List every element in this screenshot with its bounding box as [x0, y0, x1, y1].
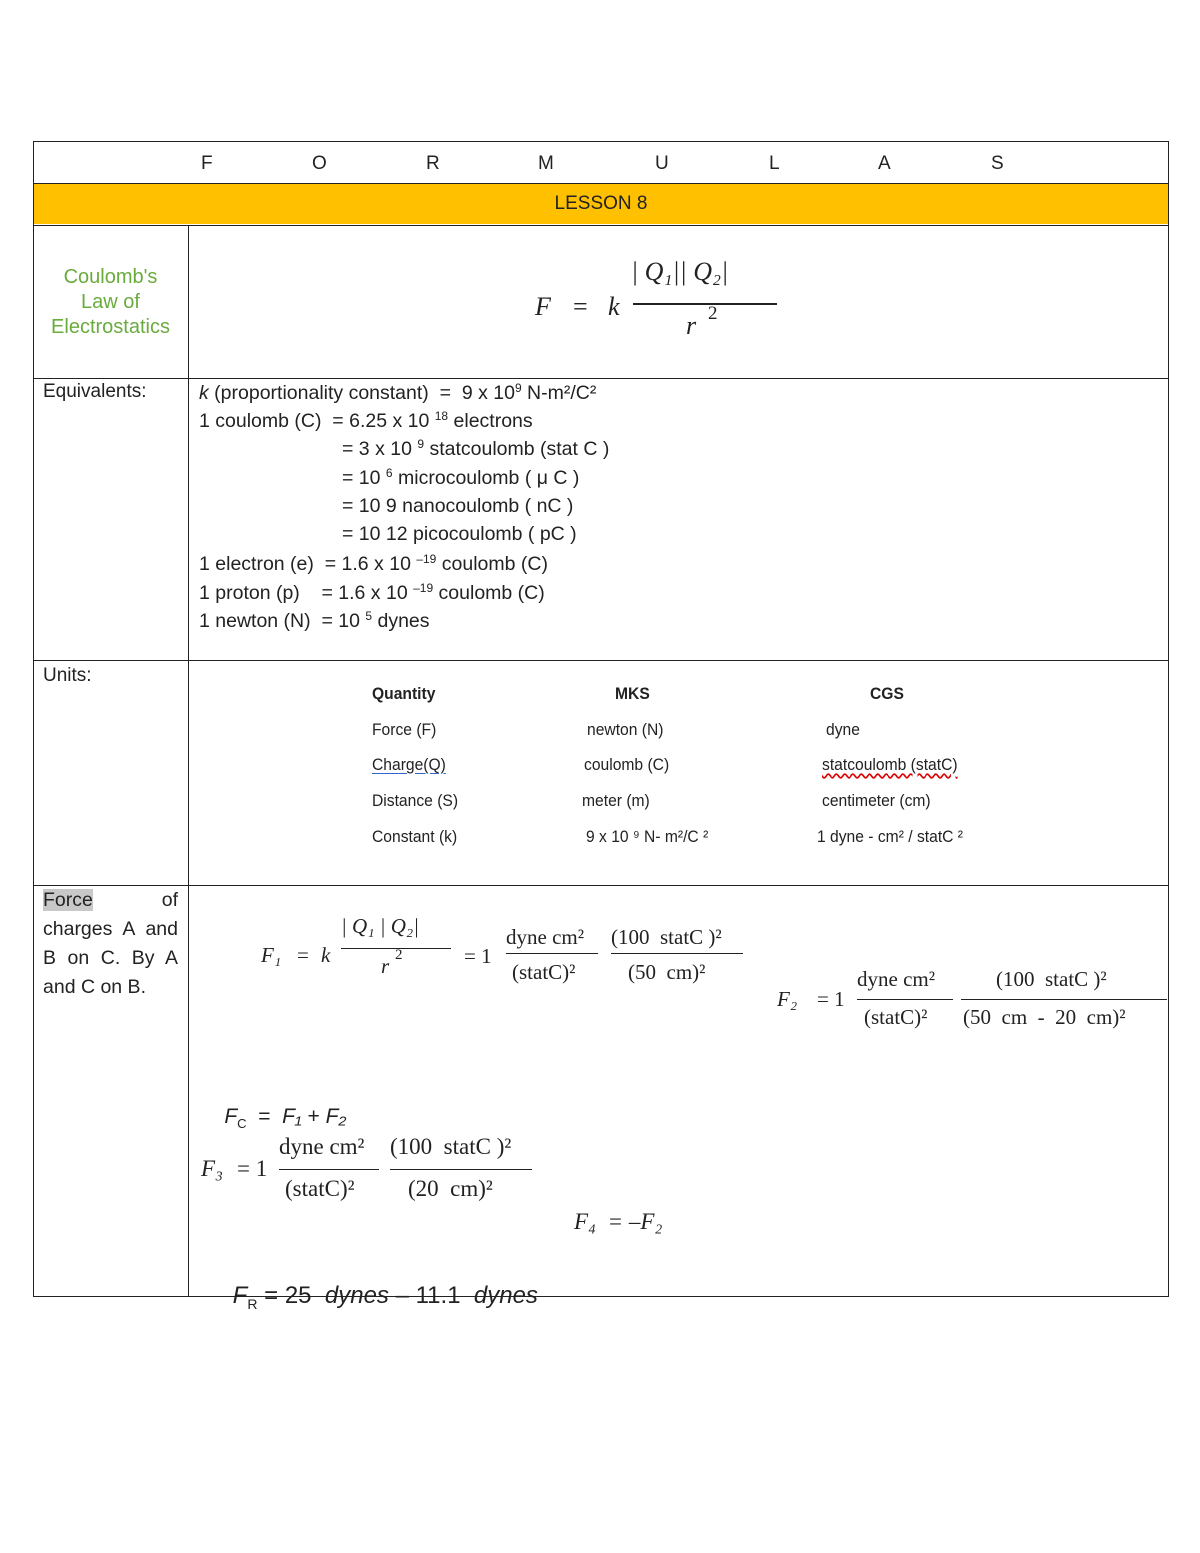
eq-text: 1 coulomb (C) = 6.25 x 10 [199, 410, 435, 432]
f1-lhs: F₁ [261, 943, 282, 967]
f3-eq: = 1 [237, 1156, 268, 1181]
eq-text: = 10 12 picocoulomb ( pC ) [342, 523, 577, 545]
units-cell: newton (N) [587, 720, 664, 739]
title-letter: R [426, 153, 440, 174]
eq-post: coulomb (C) [436, 553, 548, 575]
f1-eq2: = 1 [464, 944, 492, 968]
eq-sup: 9 [417, 437, 425, 451]
equivalent-line [342, 495, 573, 518]
f2-unit-num: dyne cm² [857, 967, 936, 991]
f1-charge-bar [611, 953, 743, 954]
fc-b: F₂ [325, 1105, 347, 1128]
equivalent-line [199, 609, 430, 633]
fc-plus: + [307, 1105, 320, 1128]
eq-post: coulomb (C) [433, 582, 545, 604]
f4-lhs: F₄ [574, 1209, 597, 1234]
equivalent-line [199, 552, 548, 576]
f1-k: k [321, 943, 331, 967]
fc-lhs: F [224, 1105, 238, 1128]
f3-unit-den: (statC)² [285, 1176, 355, 1201]
f3-unit-num: dyne cm² [279, 1134, 365, 1159]
rule-3 [33, 378, 1169, 379]
title-letter: L [769, 153, 780, 174]
units-header-cgs: CGS [870, 684, 904, 703]
f1-unit-den: (statC)² [512, 960, 576, 984]
formula-k: k [608, 292, 620, 321]
f1-exponent: 2 [395, 947, 403, 963]
f4-formula [551, 1183, 662, 1261]
label-line: Electrostatics [51, 316, 170, 338]
title-letter: O [312, 153, 327, 174]
column-divider [188, 225, 189, 1297]
formula-exponent: 2 [708, 303, 718, 324]
eq-text: = 3 x 10 [342, 438, 418, 460]
fc-a: F₁ [282, 1105, 302, 1128]
f2-unit-den: (statC)² [864, 1005, 928, 1029]
fr-minus: – 11.1 [395, 1282, 461, 1309]
eq-post: microcoulomb ( μ C ) [392, 467, 580, 489]
units-cell: Charge(Q) [372, 755, 446, 774]
label-line: Law of [81, 291, 140, 313]
eq-text: = 10 9 nanocoulomb ( nC ) [342, 495, 574, 517]
fr-sub: R [247, 1295, 258, 1312]
f3-unit-bar [279, 1169, 379, 1170]
eq-post: N-m²/C² [521, 382, 597, 404]
units-cell: statcoulomb (statC) [822, 755, 958, 774]
eq-text: (proportionality constant) = 9 x 10 [208, 382, 515, 404]
f3-charge-bar [390, 1169, 532, 1170]
label-line: Coulomb's [63, 266, 158, 288]
units-cell: Distance (S) [372, 791, 459, 810]
fr-formula [206, 1254, 538, 1340]
f2-charge-bar [961, 999, 1167, 1000]
f2-lhs: F₂ [777, 987, 798, 1011]
border-bottom [33, 1296, 1169, 1297]
f2-eq: = 1 [817, 987, 845, 1011]
f1-unit-num: dyne cm² [506, 925, 585, 949]
eq-sup: 18 [434, 409, 449, 423]
f3-formula [199, 1126, 559, 1216]
f1-eq: = [297, 943, 309, 967]
units-label: Units: [43, 665, 92, 686]
equivalent-line [342, 437, 609, 461]
highlighted-word: Force [43, 889, 93, 911]
eq-sup: 6 [385, 466, 393, 480]
fr-eq: = 25 [264, 1282, 312, 1309]
units-cell: meter (m) [582, 791, 650, 810]
equivalent-line [342, 466, 579, 490]
fr-unit-1: dynes [324, 1282, 389, 1309]
eq-post: electrons [448, 410, 533, 432]
eq-italic: k [199, 382, 209, 404]
border-top [33, 141, 1169, 142]
f1-denominator: r [381, 954, 390, 978]
force-row-label [43, 886, 178, 1002]
units-header-mks: MKS [615, 684, 650, 703]
f2-charge-den: (50 cm - 20 cm)² [963, 1005, 1126, 1029]
eq-sup: –19 [416, 552, 437, 566]
f3-lhs: F₃ [201, 1156, 224, 1181]
coulomb-law-label [33, 265, 188, 340]
title-letter: S [991, 153, 1004, 174]
title-letter: U [655, 153, 669, 174]
units-cell: coulomb (C) [584, 755, 670, 774]
formula-denominator: r [686, 311, 697, 340]
f2-formula [775, 961, 1167, 1051]
units-cell: 9 x 10 ⁹ N- m²/C ² [586, 827, 709, 846]
equivalent-line [199, 409, 533, 433]
eq-sup: 5 [365, 609, 373, 623]
units-cell: centimeter (cm) [822, 791, 931, 810]
units-cell: 1 dyne - cm² / statC ² [817, 827, 964, 846]
equivalents-label: Equivalents: [43, 381, 147, 402]
f1-charge-num: (100 statC )² [611, 925, 722, 949]
title-letter: M [538, 153, 554, 174]
eq-sup: –19 [413, 581, 434, 595]
fc-eq: = [258, 1105, 271, 1128]
title-letter: F [201, 153, 213, 174]
f3-charge-num: (100 statC )² [390, 1134, 512, 1159]
rule-5 [33, 885, 1169, 886]
equivalent-line [199, 581, 545, 605]
equivalent-line [199, 381, 596, 405]
eq-text: 1 proton (p) = 1.6 x 10 [199, 582, 414, 604]
rule-2 [33, 225, 1169, 226]
f3-charge-den: (20 cm)² [408, 1176, 493, 1201]
label-rest: of charges A and B on C. By A and C on B. [43, 889, 178, 998]
rule-4 [33, 660, 1169, 661]
units-cell: dyne [826, 720, 860, 739]
f1-charge-den: (50 cm)² [628, 960, 706, 984]
fraction-bar [633, 303, 777, 305]
f2-unit-bar [857, 999, 953, 1000]
lesson-title: LESSON 8 [554, 193, 648, 214]
f4-rhs: = –F₂ [607, 1209, 663, 1234]
units-cell: Force (F) [372, 720, 437, 739]
coulomb-formula [533, 254, 793, 354]
formulas-sheet [33, 141, 1169, 1312]
eq-sup: 9 [514, 381, 522, 395]
f1-formula [259, 911, 759, 1001]
f1-unit-bar [506, 953, 598, 954]
equivalent-line [342, 523, 577, 546]
eq-text: 1 newton (N) = 10 [199, 610, 366, 632]
f1-numerator: | Q₁ | Q₂| [341, 914, 420, 938]
formula-lhs: F [535, 292, 551, 321]
eq-text: 1 electron (e) = 1.6 x 10 [199, 553, 417, 575]
fc-sub: C [237, 1116, 247, 1132]
f2-charge-num: (100 statC )² [996, 967, 1107, 991]
units-header-quantity: Quantity [372, 684, 436, 703]
title-letter: A [878, 153, 891, 174]
formula-numerator: | Q₁|| Q₂| [631, 257, 729, 286]
fr-unit-2: dynes [473, 1282, 538, 1309]
border-right [1168, 141, 1169, 1297]
fr-lhs: F [232, 1282, 248, 1309]
units-cell: Constant (k) [372, 827, 458, 846]
eq-post: dynes [372, 610, 430, 632]
eq-post: statcoulomb (stat C ) [424, 438, 610, 460]
formula-eq: = [573, 292, 588, 321]
eq-text: = 10 [342, 467, 386, 489]
